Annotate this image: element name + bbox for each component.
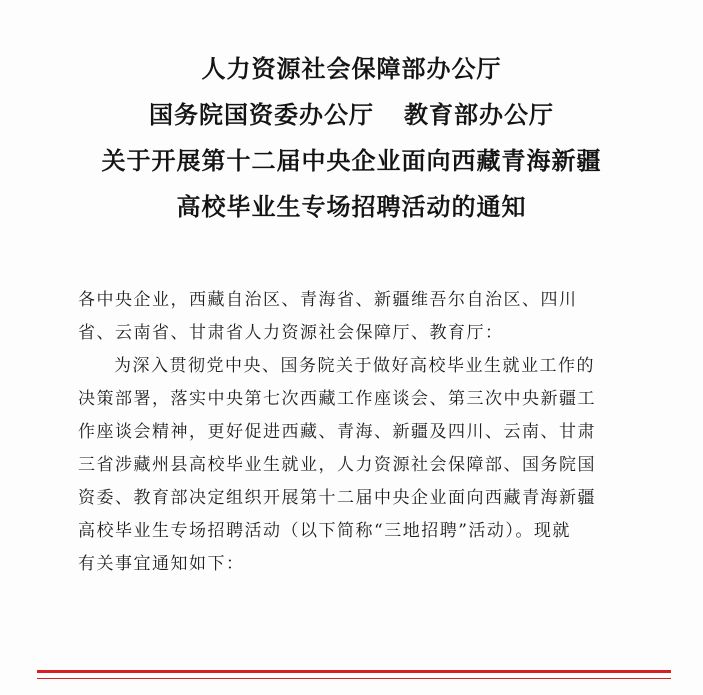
paragraph-line: 作座谈会精神，更好促进西藏、青海、新疆及四川、云南、甘肃	[78, 422, 596, 442]
paragraph-line: 有关事宜通知如下：	[78, 554, 245, 574]
red-separator-thin	[37, 678, 671, 679]
salutation-line: 省、云南省、甘肃省人力资源社会保障厅、教育厅：	[78, 323, 504, 343]
paragraph-line: 决策部署，落实中央第七次西藏工作座谈会、第三次中央新疆工	[78, 389, 596, 409]
document-title	[0, 46, 703, 230]
issuer-sasac-office: 国务院国资委办公厅	[149, 101, 374, 129]
issuer-line-2	[0, 92, 703, 138]
paragraph-line: 为深入贯彻党中央、国务院关于做好高校毕业生就业工作的	[114, 356, 595, 376]
paragraph-line: 资委、教育部决定组织开展第十二届中央企业面向西藏青海新疆	[78, 488, 596, 508]
red-separator-thick	[37, 670, 671, 673]
salutation	[78, 284, 638, 350]
issuer-line-1: 人力资源社会保障部办公厅	[201, 55, 502, 83]
salutation-line: 各中央企业，西藏自治区、青海省、新疆维吾尔自治区、四川	[78, 290, 578, 310]
body-paragraph	[78, 350, 638, 581]
title-line-1: 关于开展第十二届中央企业面向西藏青海新疆	[101, 147, 602, 175]
paragraph-line: 高校毕业生专场招聘活动（以下简称“三地招聘”活动）。现就	[78, 521, 571, 541]
document-body	[78, 284, 638, 581]
issuer-education-office: 教育部办公厅	[404, 101, 554, 129]
paragraph-line: 三省涉藏州县高校毕业生就业，人力资源社会保障部、国务院国	[78, 455, 596, 475]
title-line-2: 高校毕业生专场招聘活动的通知	[176, 193, 527, 221]
